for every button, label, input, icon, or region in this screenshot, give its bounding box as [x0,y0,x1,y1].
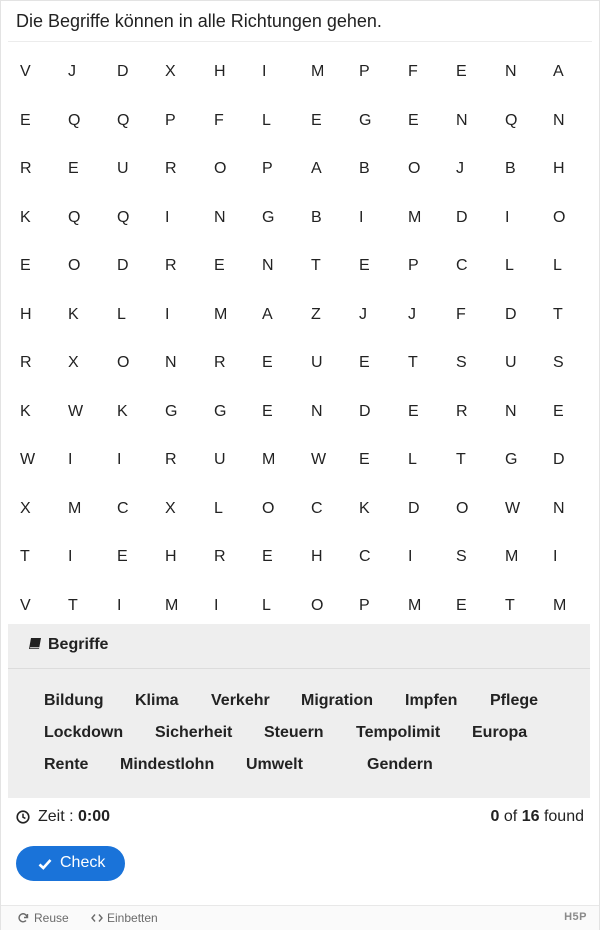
check-button[interactable] [16,846,125,881]
grid-cell[interactable]: G [165,402,178,420]
grid-cell[interactable]: F [214,111,224,129]
grid-cell[interactable]: X [165,63,176,80]
grid-cell[interactable]: M [214,305,228,323]
grid-cell[interactable]: A [553,63,564,80]
vocabulary-word: Sicherheit [155,724,233,741]
grid-cell[interactable]: K [359,499,370,517]
grid-cell[interactable]: D [553,451,565,468]
grid-cell[interactable]: M [505,548,519,565]
grid-cell[interactable]: T [408,354,418,371]
vocabulary-word: Verkehr [211,692,270,709]
grid-cell[interactable]: L [214,499,223,517]
grid-cell[interactable]: O [68,257,81,274]
vocabulary-word: Klima [135,692,179,709]
grid-cell[interactable]: G [214,402,227,420]
grid-cell[interactable]: J [359,305,367,323]
grid-cell[interactable]: O [214,160,227,177]
grid-cell[interactable]: M [408,596,422,614]
grid-cell[interactable]: O [553,208,566,226]
grid-cell[interactable]: H [311,548,323,565]
grid-cell[interactable]: Q [68,208,81,226]
grid-cell[interactable]: D [117,63,129,80]
grid-cell[interactable]: E [359,451,370,468]
grid-cell[interactable]: L [117,305,126,323]
grid-cell[interactable]: X [165,499,176,517]
grid-cell[interactable]: M [262,451,276,468]
grid-cell[interactable]: X [68,354,79,371]
grid-cell[interactable]: F [456,305,466,323]
grid-cell[interactable]: M [68,499,82,517]
grid-cell[interactable]: Z [311,305,321,323]
grid-cell[interactable]: K [20,402,31,420]
grid-cell[interactable]: R [214,548,226,565]
grid-cell[interactable]: P [165,111,176,129]
grid-row [0,97,600,145]
timer-value: 0:00 [78,808,111,825]
grid-cell[interactable]: P [262,160,273,177]
grid-cell[interactable]: I [117,596,122,614]
grid-row [0,194,600,242]
grid-cell[interactable]: M [553,596,567,614]
grid-cell[interactable]: R [165,160,177,177]
vocabulary-word: Tempolimit [356,724,441,741]
grid-cell[interactable]: V [20,596,31,614]
grid-cell[interactable]: P [408,257,419,274]
grid-cell[interactable]: E [262,354,273,371]
vocabulary-word: Mindestlohn [120,756,215,773]
vocabulary-word: Rente [44,756,89,773]
grid-cell[interactable]: M [311,63,325,80]
vocabulary-word: Lockdown [44,724,124,741]
clock-icon [16,810,30,824]
grid-cell[interactable]: P [359,63,370,80]
divider [8,41,592,42]
grid-cell[interactable]: W [505,499,521,517]
grid-cell[interactable]: J [68,63,76,80]
grid-cell[interactable]: L [505,257,514,274]
grid-cell[interactable]: K [20,208,31,226]
grid-cell[interactable]: G [505,451,518,468]
grid-cell[interactable]: E [20,111,31,129]
grid-row [0,339,600,387]
grid-cell[interactable]: N [553,499,565,517]
vocabulary-word: Migration [301,692,373,709]
grid-cell[interactable]: E [262,402,273,420]
grid-cell[interactable]: Q [68,111,81,129]
grid-cell[interactable]: B [505,160,516,177]
grid-cell[interactable]: K [68,305,79,323]
grid-cell[interactable]: E [117,548,128,565]
grid-cell[interactable]: E [553,402,564,420]
grid-cell[interactable]: C [359,548,371,565]
instruction-text: Die Begriffe können in alle Richtungen gehen. [16,11,382,31]
grid-cell[interactable]: U [117,160,129,177]
grid-cell[interactable]: I [68,451,73,468]
grid-row [0,291,600,339]
h5p-logo[interactable]: H5P [564,911,587,923]
vocabulary-header [8,624,590,669]
vocabulary-panel [8,624,590,798]
grid-cell[interactable]: X [20,499,31,517]
grid-cell[interactable]: W [20,451,36,468]
grid-cell[interactable]: I [262,63,267,80]
grid-cell[interactable]: D [505,305,517,323]
vocabulary-word: Pflege [490,692,539,709]
footer-bar [1,905,599,930]
grid-cell[interactable]: N [553,111,565,129]
vocabulary-word: Gendern [367,756,433,773]
checkmark-icon [38,857,52,871]
check-button-label: Check [60,854,106,871]
grid-cell[interactable]: U [311,354,323,371]
grid-cell[interactable]: I [553,548,558,565]
vocabulary-word: Impfen [405,692,458,709]
grid-row [0,48,600,96]
vocabulary-word: Umwelt [246,756,303,773]
book-icon [28,637,42,651]
found-count: 0 [490,808,500,825]
grid-cell[interactable]: N [456,111,468,129]
grid-cell[interactable]: H [165,548,177,565]
grid-cell[interactable]: N [505,63,517,80]
grid-cell[interactable]: E [262,548,273,565]
vocabulary-word: Bildung [44,692,104,709]
grid-cell[interactable]: A [311,160,322,177]
grid-cell[interactable]: T [311,257,321,274]
grid-cell[interactable]: L [262,596,271,614]
grid-row [0,582,600,630]
vocabulary-word: Europa [472,724,528,741]
grid-cell[interactable]: E [456,596,467,614]
grid-cell[interactable]: S [456,548,467,565]
grid-cell[interactable]: O [456,499,469,517]
grid-cell[interactable]: K [117,402,128,420]
grid-cell[interactable]: Q [505,111,518,129]
grid-cell[interactable]: N [165,354,177,371]
code-icon [91,912,103,924]
grid-cell[interactable]: I [214,596,219,614]
grid-cell[interactable]: C [311,499,323,517]
grid-row [0,242,600,290]
grid-row [0,485,600,533]
grid-row [0,533,600,581]
grid-cell[interactable]: G [262,208,275,226]
grid-cell[interactable]: E [68,160,79,177]
grid-cell[interactable]: C [117,499,129,517]
grid-cell[interactable]: W [311,451,327,468]
grid-cell[interactable]: O [311,596,324,614]
grid-cell[interactable]: O [262,499,275,517]
grid-cell[interactable]: E [311,111,322,129]
grid-cell[interactable]: S [456,354,467,371]
grid-cell[interactable]: T [68,596,78,614]
grid-cell[interactable]: R [20,354,32,371]
grid-cell[interactable]: C [456,257,468,274]
grid-cell[interactable]: T [456,451,466,468]
grid-cell[interactable]: R [214,354,226,371]
grid-cell[interactable]: O [117,354,130,371]
timer-label: Zeit : [38,808,74,825]
reuse-label: Reuse [34,911,69,925]
grid-cell[interactable]: Q [117,111,130,129]
grid-cell[interactable]: S [553,354,564,371]
grid-cell[interactable]: I [68,548,73,565]
grid-cell[interactable]: E [408,111,419,129]
grid-cell[interactable]: I [117,451,122,468]
grid-cell[interactable]: E [408,402,419,420]
grid-cell[interactable]: R [165,451,177,468]
vocabulary-title: Begriffe [48,636,109,653]
grid-cell[interactable]: L [262,111,271,129]
grid-cell[interactable]: A [262,305,273,323]
grid-cell[interactable]: T [553,305,563,323]
grid-row [0,145,600,193]
grid-cell[interactable]: I [165,208,170,226]
counter-suffix: found [543,808,584,825]
grid-cell[interactable]: J [456,160,464,177]
reuse-icon [17,912,29,924]
grid-cell[interactable]: N [214,208,226,226]
grid-cell[interactable]: G [359,111,372,129]
grid-cell[interactable]: O [408,160,421,177]
grid-cell[interactable]: N [311,402,323,420]
grid-cell[interactable]: I [505,208,510,226]
grid-cell[interactable]: D [408,499,420,517]
grid-cell[interactable]: D [359,402,371,420]
grid-cell[interactable]: Q [117,208,130,226]
grid-cell[interactable]: W [68,402,84,420]
grid-cell[interactable]: I [359,208,364,226]
grid-cell[interactable]: U [214,451,226,468]
grid-cell[interactable]: F [408,63,418,80]
grid-cell[interactable]: R [165,257,177,274]
counter-of: of [503,808,518,825]
grid-cell[interactable]: T [20,548,30,565]
vocabulary-word: Steuern [264,724,324,741]
found-counter [491,808,584,826]
grid-cell[interactable]: E [359,354,370,371]
grid-cell[interactable]: H [20,305,32,323]
grid-cell[interactable]: D [456,208,468,226]
grid-cell[interactable]: E [359,257,370,274]
grid-cell[interactable]: I [408,548,413,565]
grid-cell[interactable]: M [408,208,422,226]
grid-cell[interactable]: R [456,402,468,420]
grid-cell[interactable]: T [505,596,515,614]
grid-cell[interactable]: U [505,354,517,371]
grid-cell[interactable]: P [359,596,370,614]
grid-row [0,436,600,484]
grid-cell[interactable]: E [214,257,225,274]
grid-cell[interactable]: L [553,257,562,274]
grid-cell[interactable]: H [214,63,226,80]
grid-cell[interactable]: N [505,402,517,420]
grid-cell[interactable]: B [359,160,370,177]
grid-cell[interactable]: E [20,257,31,274]
grid-cell[interactable]: L [408,451,417,468]
grid-cell[interactable]: E [456,63,467,80]
grid-cell[interactable]: R [20,160,32,177]
embed-label: Einbetten [107,911,158,925]
grid-row [0,388,600,436]
grid-cell[interactable]: M [165,596,179,614]
total-count: 16 [521,808,540,825]
grid-cell[interactable]: H [553,160,565,177]
grid-cell[interactable]: V [20,63,31,80]
grid-cell[interactable]: B [311,208,322,226]
grid-cell[interactable]: J [408,305,416,323]
grid-cell[interactable]: N [262,257,274,274]
grid-cell[interactable]: D [117,257,129,274]
grid-cell[interactable]: I [165,305,170,323]
